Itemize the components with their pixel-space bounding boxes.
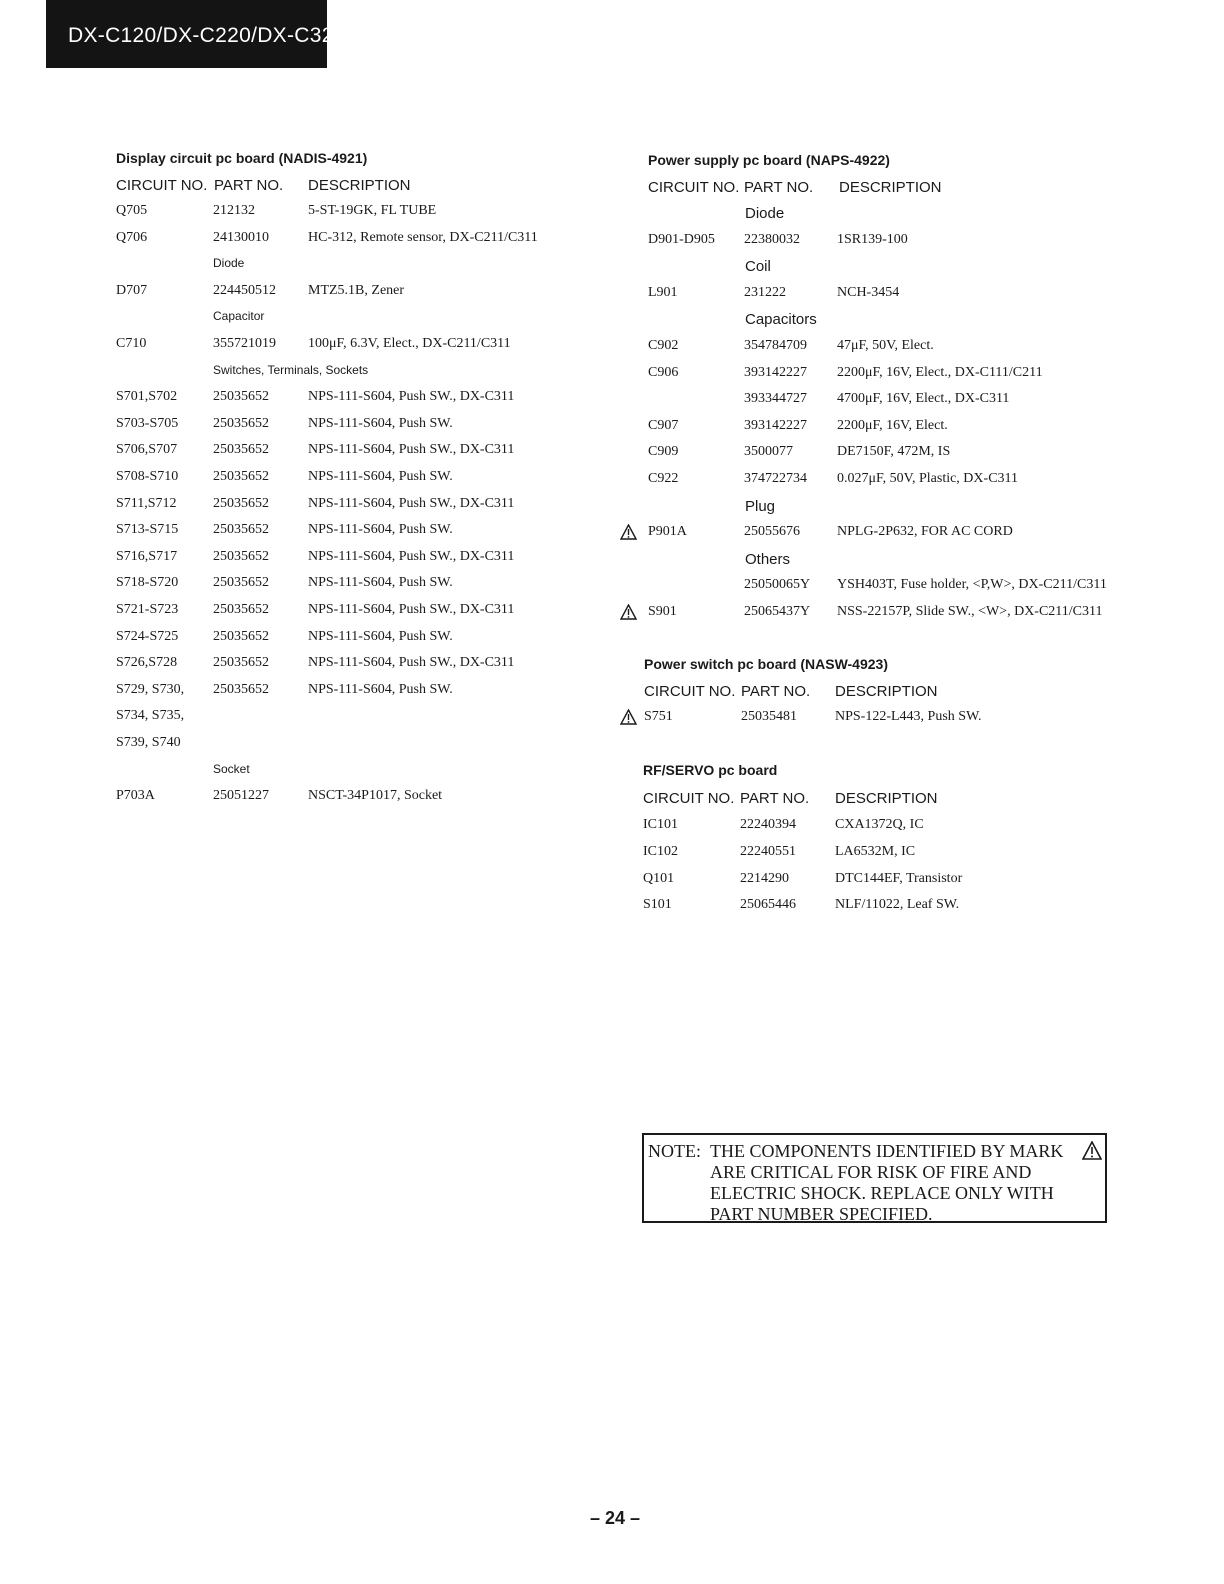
circuit-no-cell: D707 [116, 282, 148, 298]
part-no-cell: 24130010 [213, 229, 269, 245]
col-desc-header: DESCRIPTION [835, 683, 938, 700]
circuit-no-cell: S708-S710 [116, 469, 179, 484]
circuit-no-cell: S729, S730, [116, 681, 185, 697]
description-cell: NLF/11022, Leaf SW. [835, 897, 960, 913]
table-row [116, 283, 676, 303]
circuit-no-cell: S726,S728 [116, 655, 178, 671]
description-cell: 100μF, 6.3V, Elect., DX-C211/C311 [308, 336, 511, 351]
description-cell: NPS-111-S604, Push SW., DX-C311 [308, 655, 515, 671]
description-cell: 0.027μF, 50V, Plastic, DX-C311 [837, 471, 1019, 486]
col-circuit-header: CIRCUIT NO. [643, 790, 735, 807]
note-line: THE COMPONENTS IDENTIFIED BY MARK [710, 1141, 1064, 1161]
display-board-section [116, 150, 596, 810]
description-cell: NPS-122-L443, Push SW. [835, 709, 982, 724]
part-no-cell: 22240551 [740, 843, 796, 859]
category-row [620, 311, 1180, 331]
part-no-cell: 231222 [744, 284, 786, 300]
part-no-cell: 25065437Y [744, 604, 811, 619]
warning-triangle-icon [1082, 1141, 1102, 1160]
rf-servo-title: RF/SERVO pc board [643, 762, 778, 778]
description-cell: NPS-111-S604, Push SW. [308, 575, 453, 591]
part-no-cell: 374722734 [744, 471, 807, 486]
part-no-cell: 22240394 [740, 817, 796, 832]
part-no-cell: 25035652 [213, 389, 269, 405]
circuit-no-cell: C906 [648, 364, 679, 380]
category-label: Plug [745, 497, 776, 515]
col-part-header: PART NO. [740, 790, 810, 807]
part-no-cell: 25035652 [213, 602, 269, 617]
category-row [116, 309, 676, 329]
circuit-no-cell: S718-S720 [116, 575, 179, 591]
circuit-no-cell: S901 [648, 604, 677, 619]
table-row [620, 471, 1180, 491]
part-no-cell: 25035652 [213, 415, 269, 431]
circuit-no-cell: S721-S723 [116, 602, 179, 617]
circuit-no-cell: P901A [648, 524, 687, 540]
table-row [620, 524, 1180, 544]
circuit-no-cell: S713-S715 [116, 522, 179, 538]
part-no-cell: 354784709 [744, 338, 807, 353]
part-no-cell: 224450512 [213, 282, 276, 298]
table-row [116, 788, 676, 808]
category-row [116, 256, 676, 276]
rf-servo-section [620, 762, 1180, 922]
description-cell: 2200μF, 16V, Elect. [837, 417, 948, 433]
table-row [116, 415, 679, 436]
circuit-no-cell: S716,S717 [116, 548, 178, 564]
circuit-no-cell: IC101 [643, 817, 678, 832]
circuit-no-cell: L901 [648, 284, 678, 300]
part-no-cell: 393142227 [744, 417, 807, 433]
part-no-cell: 25035652 [213, 575, 269, 591]
description-cell: 47μF, 50V, Elect. [837, 338, 934, 353]
circuit-no-cell: S724-S725 [116, 628, 179, 644]
table-row [620, 232, 1180, 252]
description-cell: HC-312, Remote sensor, DX-C211/C311 [308, 229, 538, 245]
circuit-no-cell: D901-D905 [648, 231, 715, 247]
col-part-header: PART NO. [214, 177, 284, 194]
table-row [620, 338, 1180, 358]
category-label: Others [745, 550, 791, 568]
note-label: NOTE: [648, 1141, 701, 1161]
part-no-cell: 393142227 [744, 364, 807, 380]
display-board-title: Display circuit pc board (NADIS-4921) [116, 150, 368, 166]
table-row [620, 844, 1180, 864]
category-label: Switches, Terminals, Sockets [213, 362, 369, 377]
table-row [620, 444, 1180, 464]
circuit-no-cell: Q706 [116, 229, 148, 245]
table-row [116, 735, 676, 755]
col-part-header: PART NO. [741, 683, 811, 700]
description-cell: NPS-111-S604, Push SW., DX-C311 [308, 548, 515, 564]
category-row [620, 551, 1180, 571]
col-circuit-header: CIRCUIT NO. [648, 179, 740, 196]
circuit-no-cell: C710 [116, 336, 147, 351]
table-row [116, 575, 676, 595]
category-row [620, 205, 1180, 225]
circuit-no-cell: P703A [116, 788, 155, 804]
circuit-no-cell: Q705 [116, 203, 148, 218]
circuit-no-cell: S751 [644, 709, 673, 724]
part-no-cell: 25055676 [744, 524, 800, 540]
part-no-cell: 25035652 [213, 522, 269, 538]
table-row [620, 577, 1180, 597]
category-row [620, 258, 1180, 278]
description-cell: NPS-111-S604, Push SW., DX-C311 [308, 495, 515, 511]
part-no-cell: 25035652 [213, 548, 269, 564]
power-supply-title: Power supply pc board (NAPS-4922) [648, 152, 890, 168]
description-cell: NPS-111-S604, Push SW. [308, 415, 453, 431]
circuit-no-cell: S706,S707 [116, 442, 178, 458]
part-no-cell: 25035652 [213, 655, 269, 671]
description-cell: NSCT-34P1017, Socket [308, 788, 443, 804]
table-row [116, 469, 679, 489]
circuit-no-cell: S711,S712 [116, 495, 177, 511]
circuit-no-cell: S701,S702 [116, 389, 178, 405]
part-no-cell: 25035652 [213, 628, 269, 644]
description-cell: DE7150F, 472M, IS [837, 444, 951, 460]
table-row [116, 442, 679, 462]
circuit-no-cell: C922 [648, 471, 679, 486]
description-cell: DTC144EF, Transistor [835, 870, 963, 886]
note-line: PART NUMBER SPECIFIED. [710, 1204, 933, 1224]
table-row [620, 285, 1180, 305]
category-row [620, 498, 1180, 518]
description-cell: NPS-111-S604, Push SW. [308, 469, 453, 484]
critical-components-note [642, 1133, 1107, 1223]
table-row [116, 336, 679, 356]
description-cell: NPS-111-S604, Push SW. [308, 628, 453, 644]
description-cell: YSH403T, Fuse holder, <P,W>, DX-C211/C311 [837, 577, 1107, 593]
category-label: Capacitor [213, 309, 265, 324]
model-header [46, 0, 346, 68]
table-row [620, 871, 1180, 891]
circuit-no-cell: S734, S735, [116, 708, 185, 724]
table-row [116, 629, 676, 649]
part-no-cell: 22380032 [744, 231, 800, 247]
part-no-cell: 212132 [213, 203, 255, 218]
description-cell: LA6532M, IC [835, 843, 916, 859]
warning-triangle-icon [620, 709, 637, 725]
description-cell: 5-ST-19GK, FL TUBE [308, 203, 437, 218]
table-row [620, 897, 1180, 917]
part-no-cell: 393344727 [744, 391, 807, 407]
power-switch-title: Power switch pc board (NASW-4923) [644, 656, 888, 672]
description-cell: NPLG-2P632, FOR AC CORD [837, 524, 1013, 540]
table-row [116, 389, 676, 409]
col-part-header: PART NO. [744, 179, 814, 196]
category-label: Diode [745, 205, 785, 222]
description-cell: NPS-111-S604, Push SW. [308, 681, 453, 697]
table-row [116, 682, 676, 702]
description-cell: NPS-111-S604, Push SW., DX-C311 [308, 602, 515, 617]
part-no-cell: 25051227 [213, 788, 269, 804]
category-row [116, 762, 676, 782]
circuit-no-cell: IC102 [643, 843, 678, 859]
description-cell: NPS-111-S604, Push SW. [308, 522, 453, 538]
page-number: – 24 – [590, 1508, 641, 1528]
col-desc-header: DESCRIPTION [835, 790, 938, 807]
col-desc-header: DESCRIPTION [839, 179, 942, 196]
circuit-no-cell: C907 [648, 417, 679, 433]
circuit-no-cell: S703-S705 [116, 415, 179, 431]
table-row [620, 709, 1180, 729]
description-cell: NCH-3454 [837, 284, 900, 300]
part-no-cell: 25035652 [213, 469, 269, 484]
warning-triangle-icon [620, 524, 637, 540]
category-label: Socket [213, 761, 250, 776]
table-row [620, 365, 1180, 385]
description-cell: NPS-111-S604, Push SW., DX-C311 [308, 442, 515, 458]
power-supply-section [620, 152, 1180, 632]
table-row [116, 549, 676, 569]
description-cell: 2200μF, 16V, Elect., DX-C111/C211 [837, 364, 1043, 380]
category-row [116, 362, 679, 383]
part-no-cell: 25035481 [741, 709, 797, 724]
part-no-cell: 2214290 [740, 870, 789, 886]
note-line: ELECTRIC SHOCK. REPLACE ONLY WITH [710, 1183, 1054, 1203]
part-no-cell: 25035652 [213, 681, 269, 697]
table-row [116, 602, 676, 622]
table-row [620, 418, 1180, 438]
table-row [116, 655, 676, 675]
description-cell: NPS-111-S604, Push SW., DX-C311 [308, 389, 515, 405]
col-circuit-header: CIRCUIT NO. [644, 683, 736, 700]
part-no-cell: 3500077 [744, 444, 793, 460]
category-label: Capacitors [745, 311, 817, 329]
note-line: ARE CRITICAL FOR RISK OF FIRE AND [710, 1162, 1032, 1182]
table-row [116, 708, 676, 728]
table-row [116, 230, 676, 250]
part-no-cell: 25065446 [740, 897, 796, 913]
col-circuit-header: CIRCUIT NO. [116, 177, 208, 194]
description-cell: 1SR139-100 [837, 231, 908, 247]
description-cell: NSS-22157P, Slide SW., <W>, DX-C211/C311 [837, 604, 1103, 619]
table-row [620, 391, 1180, 411]
category-label: Diode [213, 256, 245, 271]
table-row [620, 604, 1180, 624]
description-cell: 4700μF, 16V, Elect., DX-C311 [837, 391, 1010, 407]
description-cell: CXA1372Q, IC [835, 817, 924, 832]
description-cell: MTZ5.1B, Zener [308, 282, 405, 298]
circuit-no-cell: Q101 [643, 870, 675, 886]
table-row [116, 522, 676, 542]
power-switch-section [620, 656, 1180, 736]
part-no-cell: 25035652 [213, 442, 269, 458]
warning-triangle-icon [620, 604, 637, 620]
circuit-no-cell: S739, S740 [116, 735, 181, 750]
col-desc-header: DESCRIPTION [308, 177, 411, 194]
circuit-no-cell: S101 [643, 897, 672, 913]
part-no-cell: 25035652 [213, 495, 269, 511]
part-no-cell: 25050065Y [744, 577, 811, 593]
circuit-no-cell: C909 [648, 444, 679, 460]
table-row [116, 496, 676, 516]
category-label: Coil [745, 258, 771, 276]
table-row [116, 203, 676, 223]
part-no-cell: 355721019 [213, 336, 276, 351]
table-row [620, 817, 1180, 837]
model-title: DX-C120/DX-C220/DX-C320 [68, 24, 346, 47]
circuit-no-cell: C902 [648, 338, 679, 353]
